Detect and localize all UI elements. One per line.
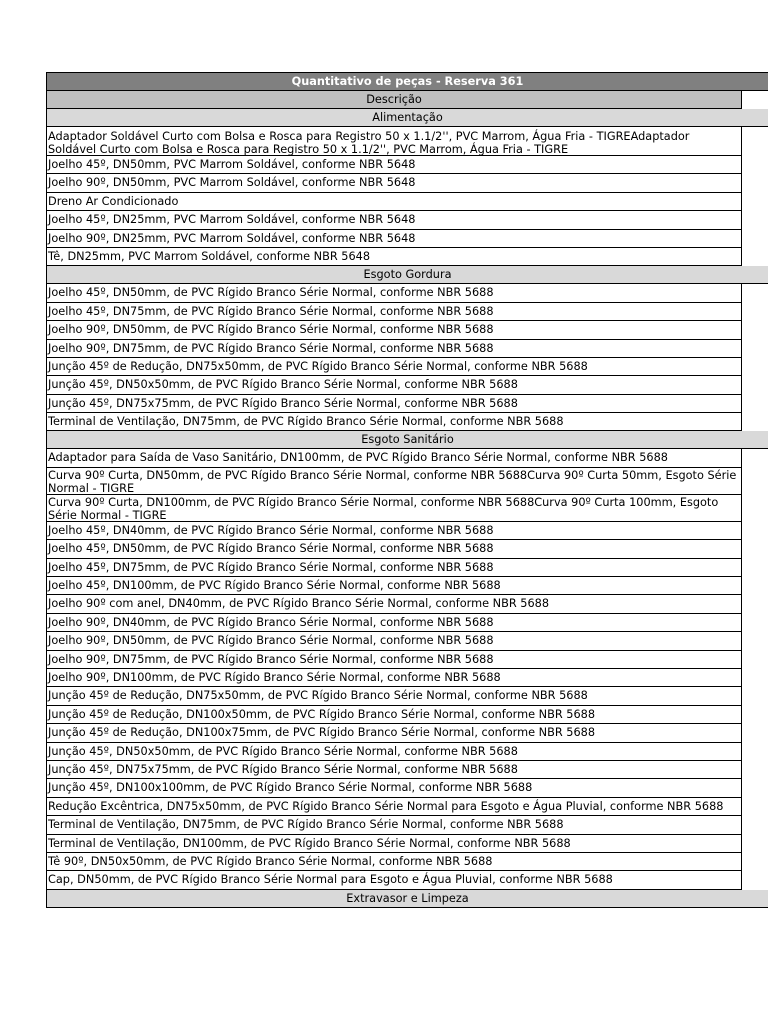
table-row: Joelho 90º, DN100mm, de PVC Rígido Branco Série Normal, conforme NBR 5688 [46, 669, 742, 687]
table-body [46, 109, 768, 908]
table-row: Adaptador Soldável Curto com Bolsa e Rosca para Registro 50 x 1.1/2'', PVC Marrom, Água Fria - TIGREAdaptador Soldável Curto com Bolsa e Rosca para Registro 50 x 1.1/2'', PVC Marrom, Água Fria - TIGRE [46, 127, 742, 156]
section-header-label: Alimentação [372, 111, 443, 124]
table-row: Adaptador para Saída de Vaso Sanitário, DN100mm, de PVC Rígido Branco Série Normal, conforme NBR 5688 [46, 449, 742, 467]
table-row: Tê 90º, DN50x50mm, de PVC Rígido Branco Série Normal, conforme NBR 5688 [46, 853, 742, 871]
section-header [46, 109, 768, 127]
table-title [46, 72, 768, 91]
spreadsheet-table [46, 72, 768, 908]
section-header [46, 431, 768, 449]
table-row: Terminal de Ventilação, DN100mm, de PVC Rígido Branco Série Normal, conforme NBR 5688 [46, 835, 742, 853]
table-row: Terminal de Ventilação, DN75mm, de PVC Rígido Branco Série Normal, conforme NBR 5688 [46, 413, 742, 431]
table-row: Cap, DN50mm, de PVC Rígido Branco Série Normal para Esgoto e Água Pluvial, conforme NBR 5688 [46, 871, 742, 889]
table-row: Joelho 45º, DN100mm, de PVC Rígido Branco Série Normal, conforme NBR 5688 [46, 577, 742, 595]
table-row: Joelho 90º, DN75mm, de PVC Rígido Branco Série Normal, conforme NBR 5688 [46, 340, 742, 358]
table-row: Joelho 45º, DN50mm, de PVC Rígido Branco Série Normal, conforme NBR 5688 [46, 540, 742, 558]
section-header-label: Esgoto Sanitário [361, 433, 454, 447]
table-row: Junção 45º, DN75x75mm, de PVC Rígido Branco Série Normal, conforme NBR 5688 [46, 761, 742, 779]
table-row: Junção 45º, DN100x100mm, de PVC Rígido Branco Série Normal, conforme NBR 5688 [46, 779, 742, 797]
table-title-text: Quantitativo de peças - Reserva 361 [291, 75, 524, 88]
table-row: Joelho 90º, DN50mm, de PVC Rígido Branco Série Normal, conforme NBR 5688 [46, 321, 742, 339]
section-header [46, 890, 768, 908]
table-row: Terminal de Ventilação, DN75mm, de PVC Rígido Branco Série Normal, conforme NBR 5688 [46, 816, 742, 834]
section-header-label: Extravasor e Limpeza [346, 891, 469, 905]
table-row: Junção 45º, DN50x50mm, de PVC Rígido Branco Série Normal, conforme NBR 5688 [46, 743, 742, 761]
table-row: Junção 45º de Redução, DN100x75mm, de PVC Rígido Branco Série Normal, conforme NBR 5688 [46, 724, 742, 742]
table-row: Junção 45º, DN75x75mm, de PVC Rígido Branco Série Normal, conforme NBR 5688 [46, 395, 742, 413]
section-header-label: Esgoto Gordura [363, 268, 452, 282]
table-row: Joelho 90º com anel, DN40mm, de PVC Rígido Branco Série Normal, conforme NBR 5688 [46, 595, 742, 613]
table-row: Dreno Ar Condicionado [46, 193, 742, 211]
table-row: Junção 45º de Redução, DN75x50mm, de PVC Rígido Branco Série Normal, conforme NBR 5688 [46, 687, 742, 705]
table-row: Joelho 45º, DN25mm, PVC Marrom Soldável, conforme NBR 5648 [46, 211, 742, 229]
table-row: Joelho 90º, DN50mm, de PVC Rígido Branco Série Normal, conforme NBR 5688 [46, 632, 742, 650]
table-row: Joelho 45º, DN40mm, de PVC Rígido Branco Série Normal, conforme NBR 5688 [46, 522, 742, 540]
table-row: Junção 45º, DN50x50mm, de PVC Rígido Branco Série Normal, conforme NBR 5688 [46, 376, 742, 394]
table-row: Curva 90º Curta, DN50mm, de PVC Rígido Branco Série Normal, conforme NBR 5688Curva 90º Curta 50mm, Esgoto Série Normal - TIGRE [46, 468, 742, 495]
table-row: Joelho 90º, DN25mm, PVC Marrom Soldável, conforme NBR 5648 [46, 230, 742, 248]
table-row: Joelho 45º, DN50mm, PVC Marrom Soldável, conforme NBR 5648 [46, 156, 742, 174]
table-row: Junção 45º de Redução, DN100x50mm, de PVC Rígido Branco Série Normal, conforme NBR 5688 [46, 706, 742, 724]
table-row: Tê, DN25mm, PVC Marrom Soldável, conforme NBR 5648 [46, 248, 742, 266]
column-header-descricao: Descrição [46, 91, 742, 109]
table-row: Joelho 90º, DN50mm, PVC Marrom Soldável, conforme NBR 5648 [46, 174, 742, 192]
table-row: Redução Excêntrica, DN75x50mm, de PVC Rígido Branco Série Normal para Esgoto e Água Pluvial, conforme NBR 5688 [46, 798, 742, 816]
table-row: Joelho 45º, DN75mm, de PVC Rígido Branco Série Normal, conforme NBR 5688 [46, 303, 742, 321]
table-row: Joelho 90º, DN75mm, de PVC Rígido Branco Série Normal, conforme NBR 5688 [46, 651, 742, 669]
table-row: Joelho 45º, DN75mm, de PVC Rígido Branco Série Normal, conforme NBR 5688 [46, 559, 742, 577]
table-row: Joelho 45º, DN50mm, de PVC Rígido Branco Série Normal, conforme NBR 5688 [46, 284, 742, 302]
table-row: Junção 45º de Redução, DN75x50mm, de PVC Rígido Branco Série Normal, conforme NBR 5688 [46, 358, 742, 376]
table-row: Joelho 90º, DN40mm, de PVC Rígido Branco Série Normal, conforme NBR 5688 [46, 614, 742, 632]
section-header [46, 266, 768, 284]
table-row: Curva 90º Curta, DN100mm, de PVC Rígido Branco Série Normal, conforme NBR 5688Curva 90º Curta 100mm, Esgoto Série Normal - TIGRE [46, 495, 742, 522]
